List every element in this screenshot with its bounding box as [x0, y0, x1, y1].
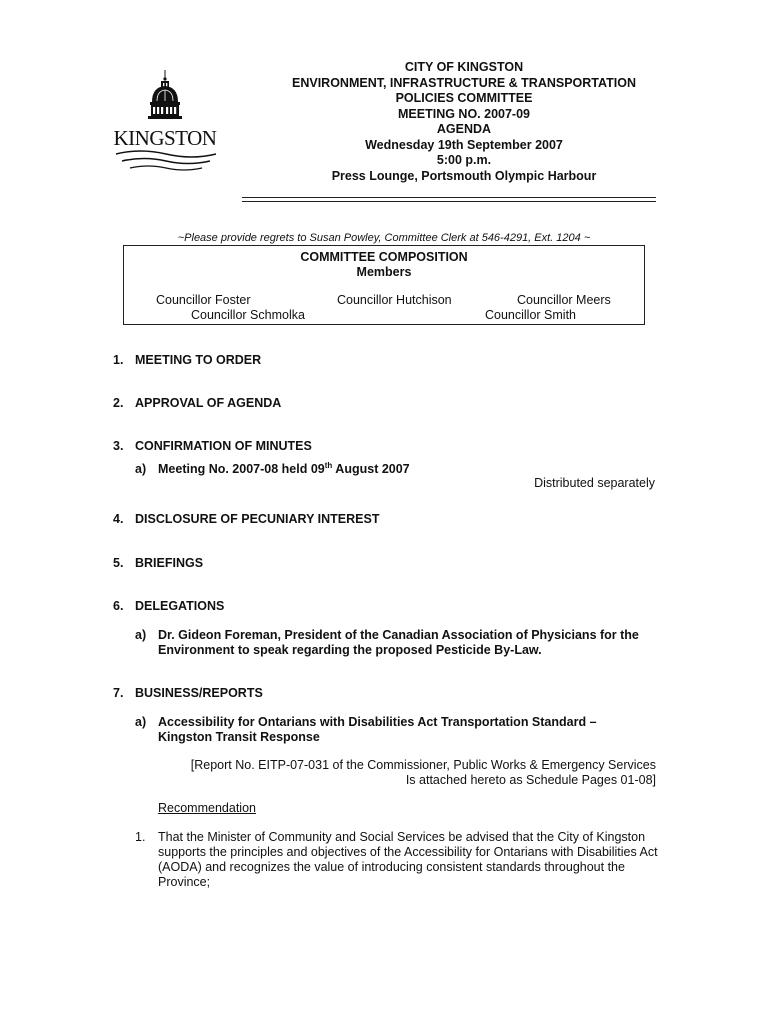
logo-wordmark: KINGSTON: [113, 126, 217, 150]
item-title-confirmation-of-minutes: CONFIRMATION OF MINUTES: [135, 439, 312, 453]
recommendation-heading: Recommendation: [158, 801, 256, 815]
item-number: 4.: [113, 512, 124, 526]
sub-item-label: a): [135, 462, 147, 476]
member-name: Councillor Foster: [156, 293, 251, 307]
item-number: 7.: [113, 686, 124, 700]
item-title-business-reports: BUSINESS/REPORTS: [135, 686, 263, 700]
item-title-approval-of-agenda: APPROVAL OF AGENDA: [135, 396, 282, 410]
committee-members-label: Members: [356, 265, 412, 279]
minutes-text-start: Meeting No. 2007-08 held 09: [158, 462, 325, 476]
header-city: CITY OF KINGSTON: [404, 60, 524, 74]
item-number: 6.: [113, 599, 124, 613]
header-time: 5:00 p.m.: [436, 153, 492, 167]
header-agenda: AGENDA: [436, 122, 492, 136]
header-divider-top: [242, 197, 656, 198]
delegation-text-line1: Dr. Gideon Foreman, President of the Canadian Association of Physicians for the: [158, 628, 639, 642]
recommendation-text: That the Minister of Community and Social Services be advised that the City of Kingston supports the principles and objectives of the Accessibility for Ontarians with Disabilities Act (AODA) and recognizes the value of introducing consistent standards throughout the Province;: [158, 830, 658, 889]
committee-composition-box: [123, 245, 645, 325]
header-committee-line1: ENVIRONMENT, INFRASTRUCTURE & TRANSPORTATION: [292, 75, 636, 90]
item-title-meeting-to-order: MEETING TO ORDER: [135, 353, 262, 367]
recommendation-number: 1.: [135, 830, 146, 844]
header-location: Press Lounge, Portsmouth Olympic Harbour: [331, 168, 597, 183]
delegation-text-line2: Environment to speak regarding the proposed Pesticide By-Law.: [158, 643, 542, 657]
item-number: 1.: [113, 353, 124, 367]
item-title-briefings: BRIEFINGS: [135, 556, 204, 570]
report-reference-line1: [Report No. EITP-07-031 of the Commissioner, Public Works & Emergency Services: [190, 758, 656, 772]
distributed-separately-note: Distributed separately: [534, 476, 655, 490]
item-number: 5.: [113, 556, 124, 570]
committee-composition-title: COMMITTEE COMPOSITION: [300, 250, 468, 264]
sub-item-label: a): [135, 628, 147, 642]
member-name: Councillor Meers: [517, 293, 611, 307]
report-title-line2: Kingston Transit Response: [158, 730, 320, 744]
minutes-text-end: August 2007: [332, 462, 410, 476]
item-number: 3.: [113, 439, 124, 453]
item-title-disclosure: DISCLOSURE OF PECUNIARY INTEREST: [135, 512, 380, 526]
item-number: 2.: [113, 396, 124, 410]
header-committee-line2: POLICIES COMMITTEE: [395, 91, 533, 105]
header-meeting-number: MEETING NO. 2007-09: [398, 106, 530, 121]
sub-item-label: a): [135, 715, 147, 729]
report-reference-line2: Is attached hereto as Schedule Pages 01-08]: [405, 773, 656, 787]
minutes-meeting-reference: [158, 462, 410, 477]
item-title-delegations: DELEGATIONS: [135, 599, 225, 613]
committee-composition-heading: [124, 250, 644, 280]
member-name: Councillor Schmolka: [191, 308, 305, 322]
header-divider-bottom: [242, 201, 656, 202]
minutes-date-suffix: th: [324, 460, 333, 470]
agenda-header: [262, 60, 666, 184]
header-date: Wednesday 19th September 2007: [365, 137, 563, 152]
regrets-notice: ~Please provide regrets to Susan Powley, Committee Clerk at 546-4291, Ext. 1204 ~: [177, 232, 591, 244]
city-hall-dome-icon: [112, 70, 220, 174]
member-name: Councillor Hutchison: [337, 293, 452, 307]
member-name: Councillor Smith: [485, 308, 577, 322]
city-of-kingston-logo: [112, 70, 220, 174]
report-title-line1: Accessibility for Ontarians with Disabilities Act Transportation Standard –: [158, 715, 597, 729]
